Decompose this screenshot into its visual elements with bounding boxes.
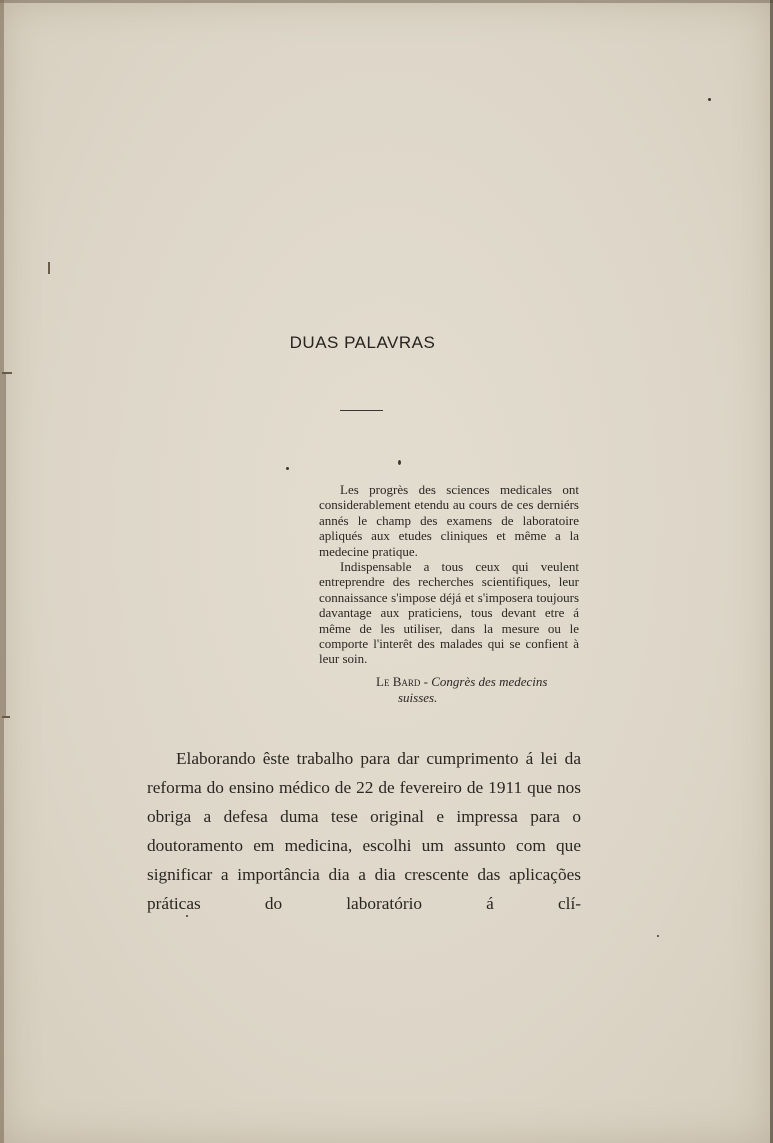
- epigraph-paragraph: Les progrès des sciences medicales ont considerablement etendu au cours de ces derniérs annés le champ des examens de laboratoire apliqués aux etudes cliniques et même a la medecine pratique.: [319, 482, 579, 559]
- title-rule: [340, 410, 383, 411]
- ink-speck: [708, 98, 711, 101]
- epigraph-attribution: [376, 674, 586, 706]
- epigraph-paragraph: Indispensable a tous ceux qui veulent entreprendre des recherches scientifiques, leur connaissance s'impose déjá et s'imposera toujours davantage aux praticiens, tous devant etre á même de les utiliser, dans la mesure ou le comporte l'interêt des malades qui se confient à leur soin.: [319, 559, 579, 667]
- margin-mark: [4, 374, 6, 718]
- epigraph-author: Le Bard: [376, 674, 421, 689]
- epigraph-source-continued: suisses.: [398, 690, 438, 705]
- margin-mark: [48, 262, 50, 274]
- ink-speck: [286, 467, 289, 470]
- body-text: [147, 744, 581, 918]
- chapter-title: DUAS PALAVRAS: [289, 333, 436, 352]
- body-paragraph: Elaborando êste trabalho para dar cumprimento á lei da reforma do ensino médico de 22 de fevereiro de 1911 que nos obriga a defesa duma tese original e impressa para o doutoramento em medicina, escolhi um assunto com que significar a importância dia a dia crescente das aplicações práticas do laboratório á clí-: [147, 749, 581, 913]
- epigraph-source: Congrès des medecins: [431, 674, 548, 689]
- attribution-separator: -: [420, 674, 432, 689]
- ink-speck: [398, 460, 401, 465]
- page-top-edge: [0, 0, 773, 3]
- epigraph: [319, 482, 579, 667]
- ink-speck: [657, 935, 659, 937]
- margin-mark: [2, 716, 10, 718]
